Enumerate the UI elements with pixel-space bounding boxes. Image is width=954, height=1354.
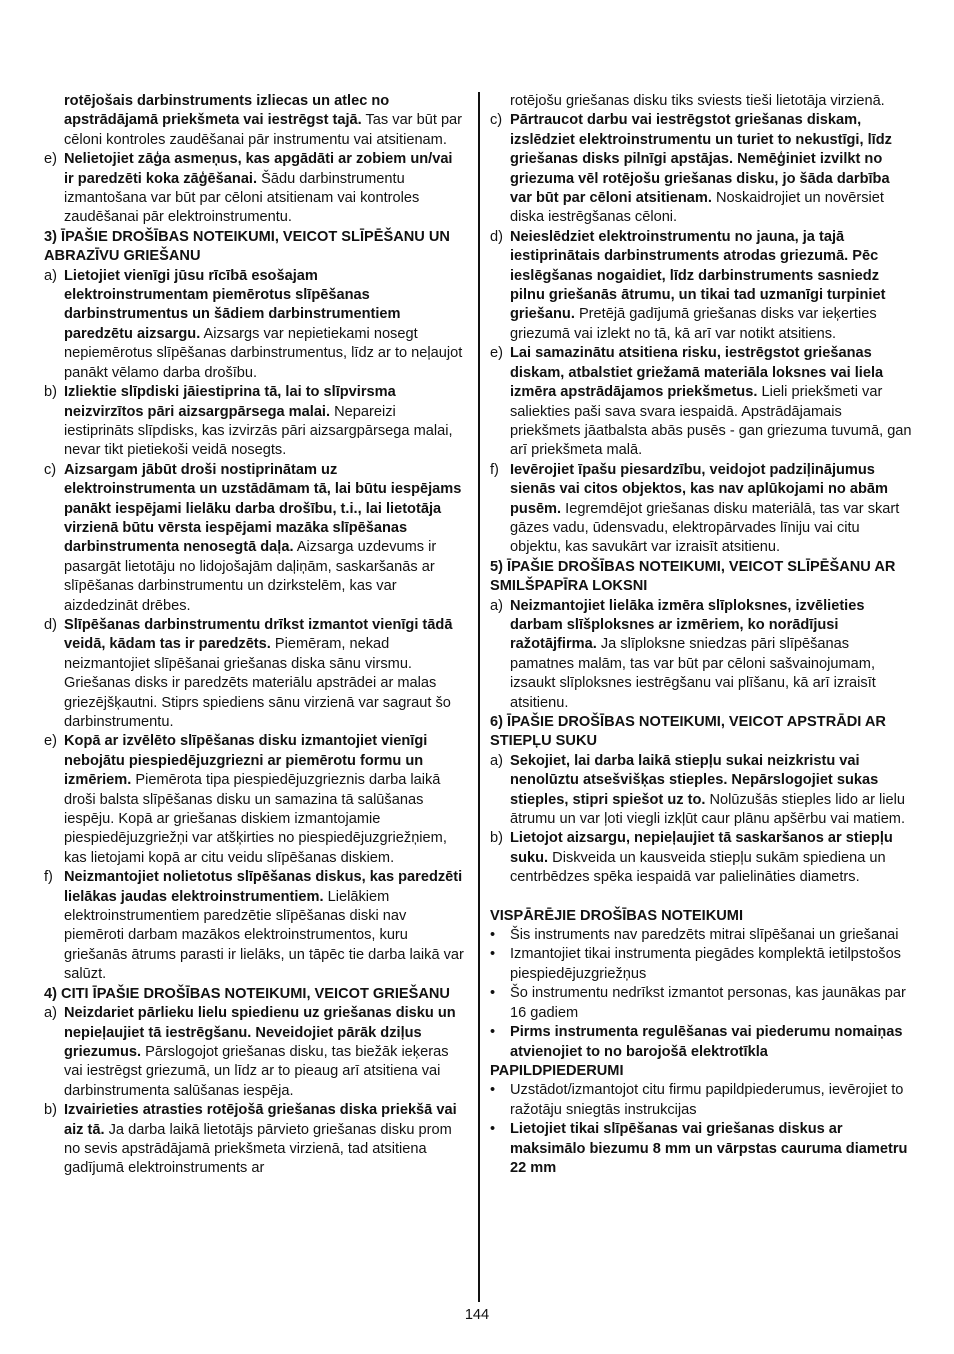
list-item: [44, 868, 466, 984]
item-bold-text: Neizdariet pārlieku lielu spiedienu uz griešanas disku un nepieļaujiet tā iestrēgšanu. Neveidojiet pārāk dziļus griezumus.: [64, 1005, 456, 1060]
list-item: [490, 111, 912, 227]
item-text: Iegremdējot griešanas disku materiālā, tas var skart gāzes vadu, ūdensvadu, elektropārvades līniju vai citu objektu, kas savukārt var izraisīt atsitienu.: [510, 500, 900, 556]
item-bold-text: Pārtraucot darbu vai iestrēgstot griešanas diskam, izslēdziet elektroinstrumentu un turiet to nekustīgi, līdz griešanas disks pilnīgi apstājas. Nemēģiniet izvilkt no griezuma vēl rotējošu griešanas disku, jo šāda darbība var būt par cēloni atsitienam.: [510, 112, 892, 207]
list-item: [490, 984, 912, 1023]
bullet-marker: •: [490, 1082, 496, 1099]
section-heading-6: 6) ĪPAŠIE DROŠĪBAS NOTEIKUMI, VEICOT APSTRĀDI AR STIEPĻU SUKU: [490, 714, 886, 750]
item-text: Lieli priekšmeti var saliekties paši sava svara iespaidā. Apstrādājamais priekšmets jāatbalsta abās pusēs - gan griezuma tuvumā, gan arī priekšmeta malā.: [510, 384, 912, 459]
general-safety-heading: VISPĀRĒJIE DROŠĪBAS NOTEIKUMI: [490, 907, 743, 924]
item-text: Ja darba laikā lietotājs pārvieto griešanas disku prom no sevis apstrādājamā priekšmeta virzienā, tad atsitiena gadījumā elektroinstruments ar: [64, 1121, 452, 1177]
list-item: [44, 616, 466, 732]
item-bold-text: Kopā ar izvēlēto slīpēšanas disku izmantojiet vienīgi nebojātu piespiedējuzgriezni ar piemērotu formu un izmēriem.: [64, 733, 428, 789]
item-label: b): [44, 1102, 57, 1119]
item-text: Aizsargs var nepietiekami nosegt nepiemērotus slīpēšanas darbinstrumentus, līdz ar to neļaujot panākt vēlamo darba drošību.: [64, 325, 463, 381]
accessories-list: [490, 1081, 912, 1178]
item-text: Ja slīploksne sniedzas pāri slīpēšanas pamatnes malām, tas var būt par cēloni sašvainojumam, izsaukt slīploksnes iestrēgšanu vai plīšanu, kā arī izraisīt atsitienu.: [510, 636, 876, 711]
item-text: Šis instruments nav paredzēts mitrai slīpēšanai un griešanai: [510, 927, 899, 944]
item-bold-text: Izliektie slīpdiski jāiestiprina tā, lai to slīpvirsma neizvirzītos pāri aizsargpārsega malai.: [64, 384, 396, 420]
bullet-marker: •: [490, 985, 496, 1002]
page-number: 144: [464, 1307, 490, 1323]
list-item: [490, 829, 912, 887]
item-label: a): [490, 752, 503, 769]
column-divider: [478, 92, 480, 1302]
item-text: Pārslogojot griešanas disku, tas biežāk ieķeras vai iestrēgst griezumā, un līdz ar to pieaug arī atsitiena vai darbinstrumenta salūšanas iespēja.: [64, 1043, 449, 1099]
item-label: e): [44, 733, 57, 750]
list-item: [490, 752, 912, 830]
continued-paragraph: rotējošais darbinstruments izliecas un atlec no apstrādājamā priekšmeta vai iestrēgst tajā. Tas var būt par cēloni kontroles zaudēšanai pār instrumentu vai atsitienam.: [64, 93, 463, 148]
item-label: b): [490, 830, 503, 847]
item-text: Piemēram, nekad neizmantojiet slīpēšanai griešanas diska sānu virsmu. Griešanas disks ir paredzēts materiālu apstrādei ar malas griezējšķautni. Stiprs spiediens sānu virzienā var sagraut šo darbinstrumentu.: [64, 636, 451, 730]
list-item: [490, 228, 912, 344]
item-bold-text: Slīpēšanas darbinstrumentu drīkst izmantot vienīgi tādā veidā, kādam tas ir paredzēts.: [64, 616, 453, 653]
item-bold-text: Lietojot aizsargu, nepieļaujiet tā saskaršanos ar stiepļu suku.: [510, 830, 893, 866]
list-item: [490, 344, 912, 460]
item-label: f): [490, 461, 499, 478]
list-item: [490, 926, 912, 945]
list-item: [44, 732, 466, 868]
list-item: [490, 1120, 912, 1178]
item-text: Uzstādot/izmantojot citu firmu papildpiederumus, ievērojiet to ražotāju sniegtās instrukcijas: [510, 1082, 904, 1118]
general-safety-list: [490, 926, 912, 1062]
item-text: Nepareizi iestiprināts slīpdisks, kas izvirzās pāri aizsargpārsega malai, nevar tikt pietiekoši veidā nosegts.: [64, 403, 453, 459]
item-text: Noskaidrojiet un novērsiet diska iestrēgšanas cēloni.: [510, 190, 884, 226]
list-item-e: e) Nelietojiet zāģa asmeņus, kas apgādāti ar zobiem un/vai ir paredzēti koka zāģēšanai. Šādu darbinstrumentu izmantošana var būt par cēloni atsitienam vai kontroles zaudēšanai pār elektroinstrumentu.: [44, 151, 453, 226]
item-label: a): [44, 1005, 57, 1022]
item-text: Aizsarga uzdevums ir pasargāt lietotāju no lidojošajām daļiņām, saskaršanās ar slīpēšanas darbinstrumentu un dzirkstelēm, kas var aizdedzināt drēbes.: [64, 539, 437, 614]
item-bold-text: Lietojiet vienīgi jūsu rīcībā esošajam elektroinstrumentam piemērotus slīpēšanas darbinstrumentus un šādiem darbinstrumentiem paredzētu aizsargu.: [64, 267, 401, 342]
item-text: Šo instrumentu nedrīkst izmantot personas, kas jaunākas par 16 gadiem: [510, 985, 906, 1021]
item-label: c): [44, 461, 57, 478]
item-text: Lielākiem elektroinstrumentiem paredzētie slīpēšanas diski nav piemēroti darbam mazākos elektroinstrumentos, kuru griešanās ātrums parasti ir lielāks, un tāpēc tie darba laikā var salūzt.: [64, 888, 464, 983]
section-3-list: [44, 267, 466, 985]
list-item: [490, 1023, 912, 1062]
item-text: Izmantojiet tikai instrumenta piegādes komplektā ietilpstošos piespiedējuzgriežņus: [510, 946, 901, 982]
item-label: a): [44, 267, 57, 284]
item-bold-text: Sekojiet, lai darba laikā stiepļu sukai neizkristu vai nenolūztu atsešvišķas stieples. Nepārslogojiet sukas stieples, stipri spiešot uz to.: [510, 752, 879, 808]
section-5-list: [490, 597, 912, 713]
spacer: [490, 888, 912, 907]
bullet-marker: •: [490, 1024, 496, 1041]
item-label: f): [44, 869, 53, 886]
section-4-list-continued: [490, 111, 912, 557]
item-text: Diskveida un kausveida stiepļu sukām spiediena un centrbēdzes spēka iespaidā var palielināties diametrs.: [510, 849, 886, 886]
item-label: b): [44, 384, 57, 401]
item-bold-text: Pirms instrumenta regulēšanas vai piederumu nomaiņas atvienojiet to no barojošā elektrotīkla: [510, 1024, 903, 1060]
list-item: [44, 1101, 466, 1179]
continued-paragraph: rotējošu griešanas disku tiks sviests tieši lietotāja virzienā.: [510, 93, 885, 109]
list-item: [44, 461, 466, 616]
list-item: [44, 1004, 466, 1101]
left-column: [44, 92, 466, 1179]
section-6-list: [490, 752, 912, 888]
list-item: [490, 597, 912, 713]
item-bold-text: Aizsargam jābūt droši nostiprinātam uz elektroinstrumenta un uzstādāmam tā, lai būtu iespējams panākt iespējami lielāku darba drošību, t.i., lai lietotāja virzienā būtu vērsta iespējami mazāka slīpēšanas darbinstrumenta nenosegtā daļa.: [64, 461, 462, 556]
bullet-marker: •: [490, 927, 496, 944]
item-label: a): [490, 597, 503, 614]
item-label: d): [490, 228, 503, 245]
item-bold-text: Neizmantojiet nolietotus slīpēšanas diskus, kas paredzēti lielākas jaudas elektroinstrumentiem.: [64, 869, 463, 905]
item-text: Piemērota tipa piespiedējuzgrieznis darba laikā droši balsta slīpēšanas disku un samazina tā salūšanas iespēju. Kopā ar griešanas diskiem izmantojamie piespiedējuzgriežņi var atšķirties no piespiedējuzgriežņiem, kas lietojami kopā ar citu veidu slīpēšanas diskiem.: [64, 772, 447, 866]
item-text: Pretējā gadījumā griešanas disks var ieķerties griezumā vai izlekt no tā, kā arī var notikt atsitiens.: [510, 306, 877, 342]
list-item: [44, 267, 466, 383]
item-label: e): [490, 345, 503, 362]
item-label: c): [490, 112, 503, 129]
item-bold-text: Lietojiet tikai slīpēšanas vai griešanas diskus ar maksimālo biezumu 8 mm un vārpstas cauruma diametru 22 mm: [510, 1121, 908, 1176]
section-heading-4: 4) CITI ĪPAŠIE DROŠĪBAS NOTEIKUMI, VEICOT GRIEŠANU: [44, 985, 450, 1002]
item-bold-text: Lai samazinātu atsitiena risku, iestrēgstot griešanas diskam, atbalstiet griežamā materiāla loksnes vai liela izmēra apstrādājamos priekšmetus.: [510, 345, 884, 401]
bullet-marker: •: [490, 946, 496, 963]
list-item: [490, 945, 912, 984]
item-text: Nolūzušās stieples lido ar lielu ātrumu un var ļoti viegli izkļūt caur plānu apšērbu vai matiem.: [510, 791, 906, 828]
accessories-heading: PAPILDPIEDERUMI: [490, 1062, 624, 1079]
right-column: [490, 92, 912, 1178]
list-item: [490, 461, 912, 558]
item-bold-text: Neizmantojiet lielāka izmēra slīploksnes, izvēlieties darbam slīšploksnes ar izmēriem, ko norādījusi ražotājfirma.: [510, 597, 865, 653]
item-label: d): [44, 616, 57, 633]
item-bold-text: Neieslēdziet elektroinstrumentu no jauna, ja tajā iestiprinātais darbinstruments atrodas griezumā. Pēc ieslēgšanas nogaidiet, līdz darbinstruments sasniedz pilnu griešanās ātrumu, un tikai tad uzmanīgi turpiniet griešanu.: [510, 228, 886, 323]
bullet-marker: •: [490, 1121, 496, 1138]
list-item: [44, 383, 466, 461]
item-bold-text: Ievērojiet īpašu piesardzību, veidojot padziļinājumus sienās vai citos objektos, kas nav aplūkojami no abām pusēm.: [510, 461, 888, 517]
section-4-list: [44, 1004, 466, 1179]
item-bold-text: Izvairieties atrasties rotējošā griešanas diska priekšā vai aiz tā.: [64, 1102, 457, 1138]
list-item: [490, 1081, 912, 1120]
section-heading-3: 3) ĪPAŠIE DROŠĪBAS NOTEIKUMI, VEICOT SLĪPĒŠANU UN ABRAZĪVU GRIEŠANU: [44, 228, 450, 265]
section-heading-5: 5) ĪPAŠIE DROŠĪBAS NOTEIKUMI, VEICOT SLĪPĒŠANU AR SMILŠPAPĪRA LOKSNI: [490, 558, 896, 595]
